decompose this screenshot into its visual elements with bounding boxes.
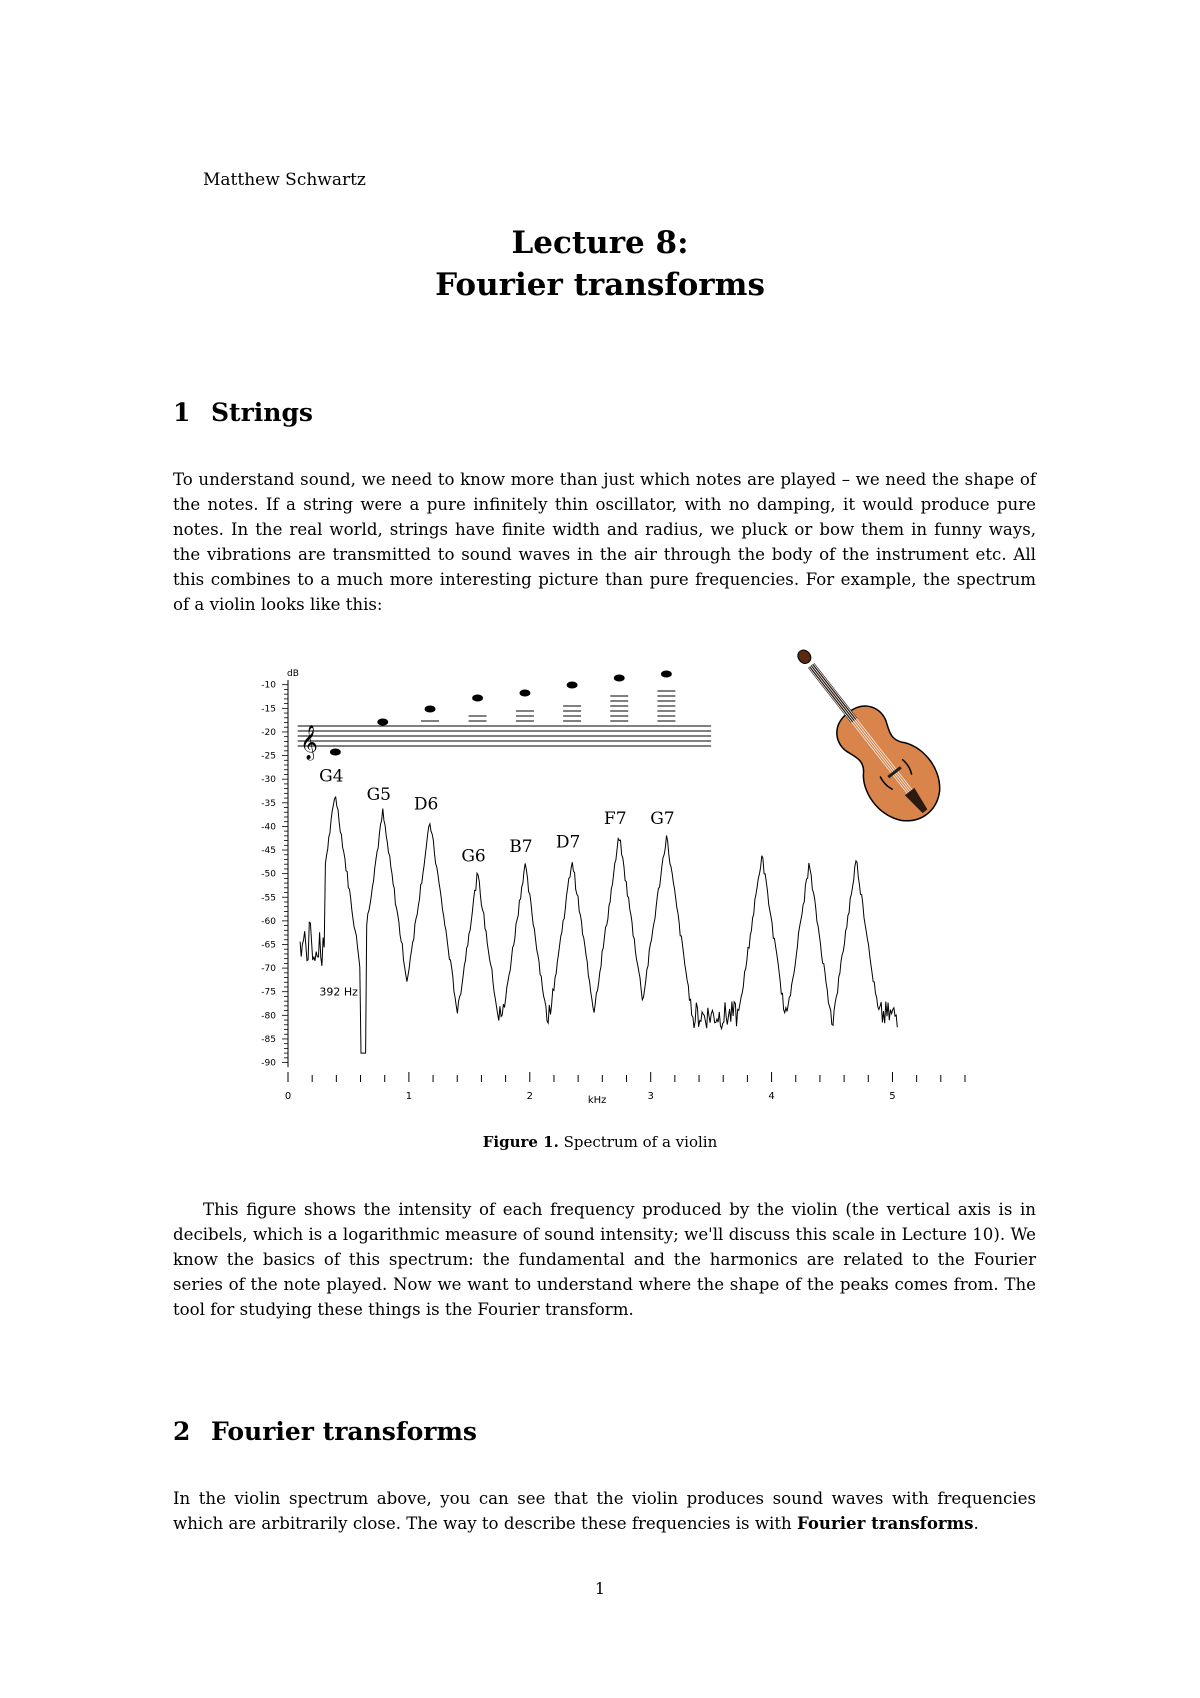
y-tick-label: -65: [261, 940, 276, 951]
x-tick-label: 4: [768, 1091, 775, 1102]
page-number: 1: [594, 1579, 606, 1598]
y-tick-label: -85: [261, 1034, 276, 1045]
note-label: D7: [555, 832, 581, 853]
title-line-1: Lecture 8:: [511, 225, 689, 261]
y-tick-label: -90: [261, 1058, 276, 1069]
note-label: G4: [319, 766, 344, 787]
caption-label: Figure 1.: [482, 1133, 559, 1151]
bold-term: Fourier transforms: [796, 1513, 974, 1533]
x-axis: [285, 1072, 965, 1102]
y-tick-label: -35: [261, 798, 276, 809]
paragraph-fourier-intro: [173, 1486, 1036, 1536]
note-head: [472, 695, 483, 702]
y-tick-label: -70: [261, 964, 276, 975]
y-tick-label: -75: [261, 987, 276, 998]
note-label: B7: [509, 837, 533, 858]
x-axis-label: kHz: [587, 1095, 607, 1106]
note-label: G5: [366, 785, 391, 806]
section-title: Fourier transforms: [211, 1417, 477, 1446]
y-tick-label: -55: [261, 893, 276, 904]
paragraph-strings: To understand sound, we need to know more than just which notes are played – we need the shape of the notes. If a string were a pure infinitely thin oscillator, with no damping, it would produce pure notes. In the real world, strings have finite width and radius, we pluck or bow them in funny ways, the vibrations are transmitted to sound waves in the air through the body of the instrument etc. All this combines to a much more interesting picture than pure frequencies. For example, the spectrum of a violin looks like this:: [173, 470, 1036, 614]
x-tick-label: 2: [526, 1091, 533, 1102]
fundamental-frequency-label: 392 Hz: [319, 985, 358, 999]
y-tick-label: -45: [261, 846, 276, 857]
note-head: [614, 675, 625, 682]
paragraph-text: In the violin spectrum above, you can see that the violin produces sound waves with frequencies which are arbitrarily close. The way to describe these frequencies is with: [173, 1489, 1036, 1533]
y-tick-label: -20: [261, 727, 276, 738]
y-tick-label: -15: [261, 704, 276, 715]
treble-clef-icon: 𝄞: [300, 725, 318, 760]
y-axis-label: dB: [287, 669, 299, 679]
y-tick-label: -30: [261, 775, 276, 786]
music-staff: [298, 671, 711, 762]
title-line-2: Fourier transforms: [435, 267, 765, 303]
y-tick-label: -40: [261, 822, 276, 833]
note-head: [567, 682, 578, 689]
section-number: 1: [173, 398, 191, 427]
paragraph-figure-discussion: This figure shows the intensity of each frequency produced by the violin (the vertical axis is in decibels, which is a logarithmic measure of sound intensity; we'll discuss this scale in Lecture 10). We know the basics of this spectrum: the fundamental and the harmonics are related to the Fourier series of the note played. Now we want to understand where the shape of the peaks comes from. The tool for studying these things is the Fourier transform.: [173, 1200, 1036, 1319]
y-tick-label: -25: [261, 751, 276, 762]
y-tick-label: -50: [261, 869, 276, 880]
caption-text: Spectrum of a violin: [563, 1133, 718, 1151]
note-head: [377, 719, 388, 726]
note-label: G7: [650, 808, 675, 829]
section-heading-strings: [173, 398, 313, 427]
note-label: D6: [413, 794, 439, 815]
y-tick-label: -60: [261, 916, 276, 927]
y-axis: [261, 680, 288, 1069]
note-head: [330, 749, 341, 756]
x-tick-label: 1: [405, 1091, 413, 1102]
x-tick-label: 3: [647, 1091, 654, 1102]
y-tick-label: -80: [261, 1011, 276, 1022]
figure-caption: [300, 1133, 900, 1151]
note-label: F7: [603, 808, 627, 829]
violin-illustration: [772, 630, 955, 836]
note-head: [519, 690, 530, 697]
note-head: [425, 706, 436, 713]
section-heading-fourier-transforms: [173, 1417, 477, 1446]
author-name: Matthew Schwartz: [203, 170, 366, 190]
x-tick-label: 5: [889, 1091, 896, 1102]
violin-spectrum-figure: [230, 660, 980, 1106]
spectrum-chart: [230, 660, 980, 1106]
y-tick-label: -10: [261, 680, 276, 691]
x-tick-label: 0: [284, 1091, 292, 1102]
lecture-title: [300, 222, 900, 306]
note-head: [661, 671, 672, 678]
paragraph-end: .: [973, 1514, 979, 1533]
section-title: Strings: [211, 398, 314, 427]
note-label: G6: [461, 846, 486, 867]
section-number: 2: [173, 1417, 191, 1446]
